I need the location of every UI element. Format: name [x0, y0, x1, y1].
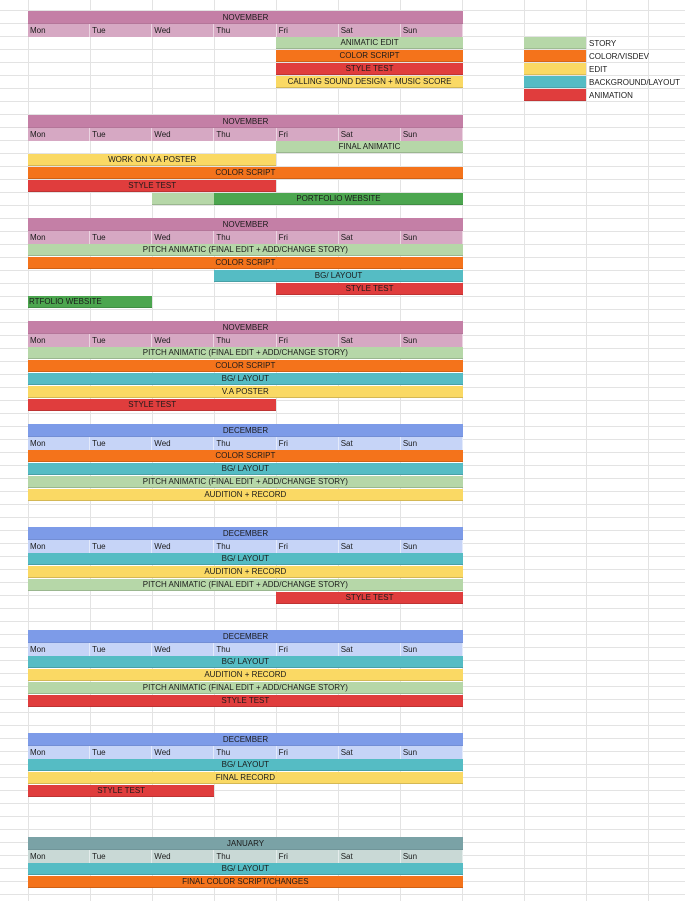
- task-row: [28, 373, 463, 386]
- task-row: [28, 399, 463, 412]
- weekday-cell[interactable]: Mon: [28, 643, 90, 656]
- weekday-cell[interactable]: Fri: [277, 128, 339, 141]
- weekday-cell[interactable]: Sat: [339, 540, 401, 553]
- weekday-cell[interactable]: Wed: [152, 746, 214, 759]
- task-row: [28, 682, 463, 695]
- weekday-cell[interactable]: Thu: [214, 128, 276, 141]
- task-row: [28, 772, 463, 785]
- task-bar[interactable]: STYLE TEST: [276, 63, 462, 75]
- weekday-cell[interactable]: Sat: [339, 850, 401, 863]
- calendar-week-7: [28, 733, 463, 798]
- weekday-cell[interactable]: Tue: [90, 540, 152, 553]
- weekday-header-row: [28, 128, 463, 141]
- weekday-cell[interactable]: Sat: [339, 643, 401, 656]
- month-header[interactable]: NOVEMBER: [28, 321, 463, 334]
- weekday-header-row: [28, 24, 463, 37]
- legend-label[interactable]: BACKGROUND/LAYOUT: [589, 78, 680, 87]
- weekday-cell[interactable]: Tue: [90, 437, 152, 450]
- month-header[interactable]: DECEMBER: [28, 733, 463, 746]
- task-bar[interactable]: AUDITION + RECORD: [28, 489, 463, 501]
- weekday-cell[interactable]: Wed: [152, 128, 214, 141]
- weekday-cell[interactable]: Sun: [401, 128, 463, 141]
- task-row: [28, 167, 463, 180]
- task-row: [28, 63, 463, 76]
- legend-label[interactable]: EDIT: [589, 65, 608, 74]
- weekday-cell[interactable]: Fri: [277, 643, 339, 656]
- month-header[interactable]: NOVEMBER: [28, 11, 463, 24]
- task-row: [28, 759, 463, 772]
- weekday-cell[interactable]: Fri: [277, 231, 339, 244]
- task-bar[interactable]: STYLE TEST: [28, 785, 214, 797]
- weekday-cell[interactable]: Mon: [28, 540, 90, 553]
- task-row: [28, 566, 463, 579]
- task-row: [28, 785, 463, 798]
- task-row: [28, 876, 463, 889]
- weekday-header-row: [28, 540, 463, 553]
- weekday-cell[interactable]: Tue: [90, 850, 152, 863]
- weekday-cell[interactable]: Sat: [339, 334, 401, 347]
- task-row: [28, 347, 463, 360]
- task-bar[interactable]: PITCH ANIMATIC (FINAL EDIT + ADD/CHANGE STORY): [28, 476, 463, 488]
- legend-swatch[interactable]: [524, 37, 586, 49]
- legend-swatch[interactable]: [524, 89, 586, 101]
- weekday-cell[interactable]: Fri: [277, 850, 339, 863]
- weekday-header-row: [28, 334, 463, 347]
- weekday-cell[interactable]: Sat: [339, 437, 401, 450]
- legend-swatch[interactable]: [524, 50, 586, 62]
- weekday-cell[interactable]: Sun: [401, 24, 463, 37]
- task-bar[interactable]: RTFOLIO WEBSITE: [28, 296, 152, 308]
- task-row: [28, 386, 463, 399]
- task-row: [28, 489, 463, 502]
- task-bar[interactable]: STYLE TEST: [28, 695, 463, 707]
- task-row: [28, 863, 463, 876]
- weekday-header-row: [28, 746, 463, 759]
- weekday-cell[interactable]: Mon: [28, 850, 90, 863]
- weekday-header-row: [28, 231, 463, 244]
- weekday-cell[interactable]: Tue: [90, 334, 152, 347]
- weekday-cell[interactable]: Fri: [277, 746, 339, 759]
- task-bar[interactable]: PITCH ANIMATIC (FINAL EDIT + ADD/CHANGE STORY): [28, 347, 463, 359]
- task-bar[interactable]: ANIMATIC EDIT: [276, 37, 462, 49]
- month-header[interactable]: DECEMBER: [28, 527, 463, 540]
- task-bar[interactable]: BG/ LAYOUT: [214, 270, 462, 282]
- weekday-cell[interactable]: Wed: [152, 334, 214, 347]
- task-bar[interactable]: CALLING SOUND DESIGN + MUSIC SCORE: [276, 76, 462, 88]
- weekday-cell[interactable]: Thu: [214, 746, 276, 759]
- calendar-week-2: [28, 218, 463, 309]
- task-row: [28, 283, 463, 296]
- task-row: [28, 360, 463, 373]
- weekday-cell[interactable]: Sat: [339, 746, 401, 759]
- weekday-cell[interactable]: Sun: [401, 437, 463, 450]
- weekday-cell[interactable]: Sun: [401, 746, 463, 759]
- weekday-cell[interactable]: Wed: [152, 24, 214, 37]
- task-bar[interactable]: STYLE TEST: [28, 180, 276, 192]
- task-row: [28, 141, 463, 154]
- task-row: [28, 180, 463, 193]
- calendar-week-0: [28, 11, 463, 89]
- legend-label[interactable]: COLOR/VISDEV: [589, 52, 650, 61]
- task-bar[interactable]: [152, 193, 214, 205]
- task-bar[interactable]: BG/ LAYOUT: [28, 463, 463, 475]
- task-row: [28, 50, 463, 63]
- task-bar[interactable]: V.A POSTER: [28, 386, 463, 398]
- task-row: [28, 553, 463, 566]
- weekday-cell[interactable]: Thu: [214, 334, 276, 347]
- calendar-week-5: [28, 527, 463, 605]
- month-header[interactable]: NOVEMBER: [28, 218, 463, 231]
- weekday-cell[interactable]: Tue: [90, 231, 152, 244]
- task-bar[interactable]: COLOR SCRIPT: [28, 167, 463, 179]
- task-bar[interactable]: BG/ LAYOUT: [28, 373, 463, 385]
- weekday-cell[interactable]: Thu: [214, 850, 276, 863]
- legend-swatch[interactable]: [524, 63, 586, 75]
- task-row: [28, 296, 463, 309]
- month-header[interactable]: NOVEMBER: [28, 115, 463, 128]
- task-bar[interactable]: BG/ LAYOUT: [28, 656, 463, 668]
- calendar-week-4: [28, 424, 463, 502]
- task-bar[interactable]: STYLE TEST: [276, 592, 462, 604]
- weekday-header-row: [28, 850, 463, 863]
- task-bar[interactable]: WORK ON V.A POSTER: [28, 154, 276, 166]
- weekday-cell[interactable]: Mon: [28, 746, 90, 759]
- month-header[interactable]: JANUARY: [28, 837, 463, 850]
- task-bar[interactable]: STYLE TEST: [276, 283, 462, 295]
- task-bar[interactable]: PITCH ANIMATIC (FINAL EDIT + ADD/CHANGE STORY): [28, 579, 463, 591]
- task-bar[interactable]: FINAL RECORD: [28, 772, 463, 784]
- task-row: [28, 579, 463, 592]
- weekday-cell[interactable]: Tue: [90, 24, 152, 37]
- weekday-cell[interactable]: Wed: [152, 437, 214, 450]
- weekday-cell[interactable]: Mon: [28, 231, 90, 244]
- weekday-cell[interactable]: Thu: [214, 24, 276, 37]
- weekday-cell[interactable]: Sun: [401, 231, 463, 244]
- month-header[interactable]: DECEMBER: [28, 630, 463, 643]
- month-header[interactable]: DECEMBER: [28, 424, 463, 437]
- task-row: [28, 244, 463, 257]
- weekday-cell[interactable]: Wed: [152, 850, 214, 863]
- calendar-week-6: [28, 630, 463, 708]
- weekday-cell[interactable]: Sun: [401, 643, 463, 656]
- weekday-cell[interactable]: Thu: [214, 437, 276, 450]
- task-row: [28, 450, 463, 463]
- task-bar[interactable]: COLOR SCRIPT: [28, 360, 463, 372]
- weekday-cell[interactable]: Sun: [401, 334, 463, 347]
- weekday-cell[interactable]: Mon: [28, 24, 90, 37]
- task-row: [28, 656, 463, 669]
- task-bar[interactable]: COLOR SCRIPT: [28, 257, 463, 269]
- task-row: [28, 669, 463, 682]
- task-bar[interactable]: BG/ LAYOUT: [28, 759, 463, 771]
- task-bar[interactable]: BG/ LAYOUT: [28, 863, 463, 875]
- weekday-cell[interactable]: Thu: [214, 540, 276, 553]
- weekday-cell[interactable]: Mon: [28, 437, 90, 450]
- weekday-cell[interactable]: Sun: [401, 540, 463, 553]
- task-row: [28, 37, 463, 50]
- weekday-cell[interactable]: Fri: [277, 437, 339, 450]
- weekday-cell[interactable]: Sat: [339, 231, 401, 244]
- task-row: [28, 476, 463, 489]
- weekday-cell[interactable]: Wed: [152, 540, 214, 553]
- weekday-cell[interactable]: Sun: [401, 850, 463, 863]
- task-bar[interactable]: STYLE TEST: [28, 399, 276, 411]
- weekday-cell[interactable]: Mon: [28, 128, 90, 141]
- task-bar[interactable]: AUDITION + RECORD: [28, 669, 463, 681]
- calendar-week-3: [28, 321, 463, 412]
- weekday-header-row: [28, 437, 463, 450]
- task-bar[interactable]: BG/ LAYOUT: [28, 553, 463, 565]
- weekday-cell[interactable]: Wed: [152, 643, 214, 656]
- task-row: [28, 270, 463, 283]
- task-bar[interactable]: AUDITION + RECORD: [28, 566, 463, 578]
- task-row: [28, 154, 463, 167]
- task-row: [28, 463, 463, 476]
- weekday-cell[interactable]: Thu: [214, 231, 276, 244]
- weekday-cell[interactable]: Sat: [339, 24, 401, 37]
- weekday-cell[interactable]: Tue: [90, 746, 152, 759]
- task-bar[interactable]: COLOR SCRIPT: [276, 50, 462, 62]
- task-bar[interactable]: FINAL ANIMATIC: [276, 141, 462, 153]
- legend-label[interactable]: STORY: [589, 39, 617, 48]
- calendar-week-1: [28, 115, 463, 206]
- weekday-cell[interactable]: Thu: [214, 643, 276, 656]
- weekday-cell[interactable]: Tue: [90, 643, 152, 656]
- task-row: [28, 257, 463, 270]
- task-row: [28, 193, 463, 206]
- weekday-cell[interactable]: Sat: [339, 128, 401, 141]
- task-bar[interactable]: FINAL COLOR SCRIPT/CHANGES: [28, 876, 463, 888]
- task-bar[interactable]: COLOR SCRIPT: [28, 450, 463, 462]
- legend-label[interactable]: ANIMATION: [589, 91, 633, 100]
- task-bar[interactable]: PITCH ANIMATIC (FINAL EDIT + ADD/CHANGE STORY): [28, 682, 463, 694]
- task-row: [28, 592, 463, 605]
- task-bar[interactable]: PITCH ANIMATIC (FINAL EDIT + ADD/CHANGE STORY): [28, 244, 463, 256]
- weekday-cell[interactable]: Fri: [277, 24, 339, 37]
- task-row: [28, 695, 463, 708]
- weekday-cell[interactable]: Fri: [277, 334, 339, 347]
- weekday-cell[interactable]: Fri: [277, 540, 339, 553]
- weekday-cell[interactable]: Tue: [90, 128, 152, 141]
- calendar-week-8: [28, 837, 463, 889]
- weekday-cell[interactable]: Wed: [152, 231, 214, 244]
- task-bar[interactable]: PORTFOLIO WEBSITE: [214, 193, 462, 205]
- legend-swatch[interactable]: [524, 76, 586, 88]
- task-row: [28, 76, 463, 89]
- weekday-header-row: [28, 643, 463, 656]
- weekday-cell[interactable]: Mon: [28, 334, 90, 347]
